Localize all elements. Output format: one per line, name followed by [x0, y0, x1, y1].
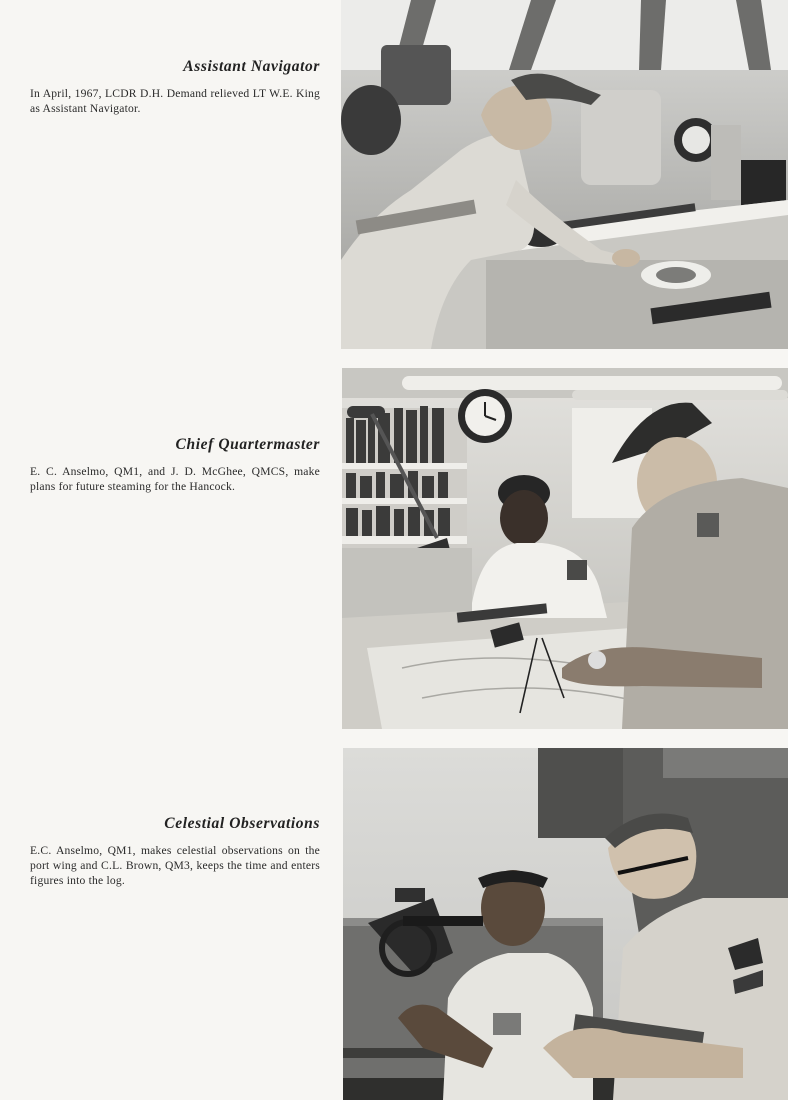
section-heading: Chief Quartermaster	[175, 436, 320, 453]
photo-caption: E. C. Anselmo, QM1, and J. D. McGhee, QMCS, make plans for future steaming for the Hancock.	[30, 465, 320, 493]
section-assistant-navigator	[0, 0, 788, 350]
section-chief-quartermaster	[0, 368, 788, 730]
section-heading: Assistant Navigator	[183, 58, 320, 75]
section-celestial-observations	[0, 748, 788, 1100]
photo-celestial-observations	[343, 748, 788, 1100]
section-heading: Celestial Observations	[164, 815, 320, 832]
photo-chief-quartermaster	[342, 368, 788, 729]
photo-caption: In April, 1967, LCDR D.H. Demand relieved LT W.E. King as Assistant Navigator.	[30, 87, 320, 115]
photo-caption: E.C. Anselmo, QM1, makes celestial observations on the port wing and C.L. Brown, QM3, keeps the time and enters figures into the log.	[30, 844, 320, 887]
photo-assistant-navigator	[341, 0, 788, 349]
